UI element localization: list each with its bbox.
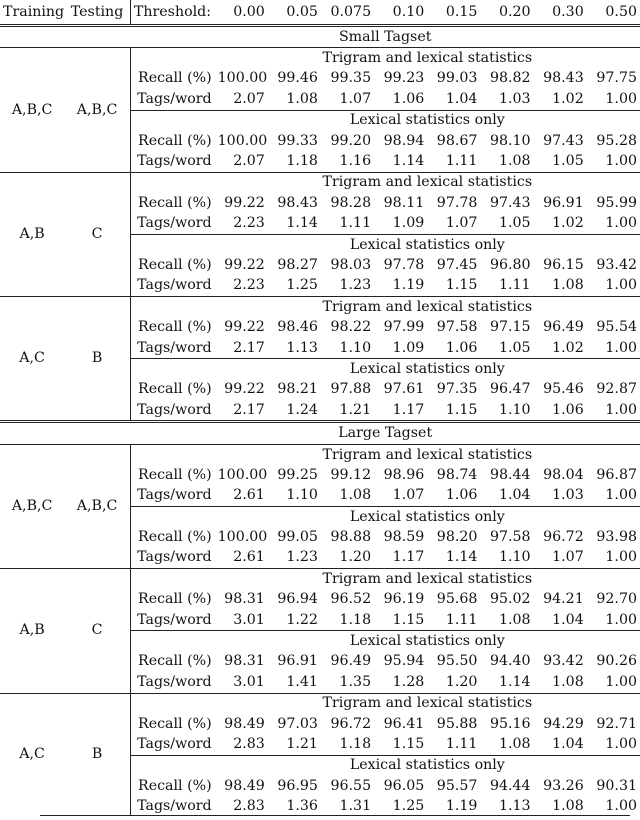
recall-value: 96.15	[543, 256, 584, 273]
recall-value: 98.44	[489, 466, 531, 483]
training-set: A,B	[0, 569, 64, 693]
tags-per-word-value: 2.17	[233, 401, 265, 418]
recall-value: 95.57	[436, 777, 478, 794]
tags-per-word-value: 1.08	[286, 90, 318, 107]
header-threshold: 0.20	[480, 0, 533, 26]
tags-per-word-value: 1.14	[392, 153, 425, 170]
condition-row	[0, 569, 640, 590]
recall-value: 96.49	[543, 319, 584, 336]
tags-per-word-value: 1.21	[286, 735, 318, 752]
tags-per-word-value: 1.11	[339, 215, 372, 232]
tags-per-word-label: Tags/word	[137, 277, 212, 294]
tags-per-word-value: 1.08	[498, 735, 531, 752]
recall-value: 95.16	[489, 715, 531, 732]
header-threshold: 0.00	[215, 0, 268, 26]
recall-value: 93.26	[543, 777, 584, 794]
tags-per-word-value: 1.08	[552, 277, 584, 294]
tags-per-word-value: 1.00	[605, 797, 637, 814]
header-threshold-label: Threshold:	[130, 0, 214, 26]
tags-per-word-value: 1.04	[552, 735, 584, 752]
recall-value: 94.44	[489, 777, 531, 794]
tags-per-word-value: 1.19	[445, 797, 478, 814]
recall-label: Recall (%)	[138, 319, 212, 336]
recall-value: 99.05	[277, 529, 318, 546]
tags-per-word-value: 1.11	[445, 153, 478, 170]
recall-value: 97.78	[436, 194, 478, 211]
recall-value: 92.70	[596, 591, 637, 608]
recall-value: 96.05	[383, 777, 425, 794]
recall-value: 99.22	[224, 194, 265, 211]
tags-per-word-value: 2.61	[233, 549, 265, 566]
recall-value: 90.26	[596, 653, 637, 670]
recall-value: 93.98	[596, 529, 637, 546]
tags-per-word-value: 1.02	[552, 339, 584, 356]
recall-value: 96.91	[277, 653, 318, 670]
tagset-pad-left	[64, 422, 130, 444]
tags-per-word-value: 1.08	[552, 673, 584, 690]
tags-per-word-value: 1.04	[552, 611, 584, 628]
header-threshold: 0.30	[534, 0, 587, 26]
header-threshold: 0.50	[587, 0, 640, 26]
condition-pad	[130, 444, 214, 465]
tagset-pad-left	[0, 422, 64, 444]
recall-value: 96.47	[489, 381, 531, 398]
condition-label: Trigram and lexical statistics	[322, 50, 533, 67]
recall-label: Recall (%)	[138, 591, 212, 608]
tags-per-word-value: 1.15	[392, 735, 425, 752]
tags-per-word-value: 1.08	[498, 153, 531, 170]
recall-label: Recall (%)	[138, 132, 212, 149]
recall-value: 98.46	[277, 319, 318, 336]
condition-pad	[130, 631, 214, 652]
tags-per-word-value: 1.20	[339, 549, 372, 566]
recall-value: 97.58	[489, 529, 531, 546]
recall-value: 92.87	[596, 381, 637, 398]
tags-per-word-label: Tags/word	[137, 487, 212, 504]
recall-value: 98.88	[330, 529, 372, 546]
tags-per-word-value: 3.01	[233, 673, 265, 690]
tags-per-word-value: 2.83	[233, 735, 265, 752]
recall-value: 93.42	[596, 256, 637, 273]
recall-value: 97.43	[489, 194, 531, 211]
tags-per-word-label: Tags/word	[137, 611, 212, 628]
recall-value: 92.71	[596, 715, 637, 732]
recall-value: 95.68	[436, 591, 478, 608]
tags-per-word-value: 1.07	[552, 549, 584, 566]
recall-value: 97.45	[436, 256, 478, 273]
tags-per-word-value: 1.06	[445, 339, 478, 356]
recall-label: Recall (%)	[138, 70, 212, 87]
recall-value: 98.20	[436, 529, 478, 546]
tags-per-word-value: 1.02	[552, 215, 584, 232]
recall-value: 95.94	[383, 653, 425, 670]
recall-value: 96.19	[383, 591, 425, 608]
tags-per-word-value: 2.07	[233, 153, 265, 170]
recall-value: 96.72	[330, 715, 372, 732]
tags-per-word-value: 1.06	[552, 401, 584, 418]
tags-per-word-value: 1.03	[498, 90, 531, 107]
tags-per-word-value: 1.41	[286, 673, 318, 690]
condition-label: Trigram and lexical statistics	[215, 172, 640, 193]
recall-label: Recall (%)	[138, 381, 212, 398]
tags-per-word-value: 1.00	[605, 90, 637, 107]
recall-value: 100.00	[217, 70, 268, 87]
recall-value: 96.72	[543, 529, 584, 546]
condition-pad	[130, 359, 214, 380]
tags-per-word-value: 1.06	[445, 487, 478, 504]
tags-per-word-value: 2.07	[233, 90, 265, 107]
tags-per-word-value: 1.10	[498, 549, 531, 566]
recall-value: 99.22	[224, 319, 265, 336]
condition-pad	[130, 297, 214, 318]
condition-row	[0, 297, 640, 318]
tags-per-word-value: 1.00	[605, 277, 637, 294]
recall-value: 98.04	[543, 466, 584, 483]
tags-per-word-value: 1.13	[498, 797, 531, 814]
tags-per-word-value: 2.23	[233, 215, 265, 232]
tagset-pad-left	[64, 26, 130, 48]
tags-per-word-value: 1.17	[392, 549, 425, 566]
recall-value: 96.87	[596, 466, 637, 483]
recall-value: 98.27	[277, 256, 318, 273]
condition-row	[0, 693, 640, 714]
tags-per-word-value: 1.14	[498, 673, 531, 690]
recall-label: Recall (%)	[138, 777, 212, 794]
recall-value: 98.03	[330, 256, 372, 273]
tags-per-word-value: 1.00	[605, 339, 637, 356]
recall-value: 97.35	[436, 381, 478, 398]
tags-per-word-value: 1.23	[286, 549, 318, 566]
condition-row	[0, 48, 640, 69]
recall-value: 95.54	[596, 319, 637, 336]
recall-value: 99.23	[383, 70, 425, 87]
tags-per-word-value: 2.17	[233, 339, 265, 356]
tags-per-word-value: 1.11	[498, 277, 531, 294]
tags-per-word-value: 1.25	[286, 277, 318, 294]
tagset-title: Large Tagset	[130, 422, 640, 444]
recall-value: 99.22	[224, 381, 265, 398]
tags-per-word-value: 1.09	[392, 339, 425, 356]
condition-label: Lexical statistics only	[215, 755, 640, 776]
recall-label: Recall (%)	[138, 194, 212, 211]
tags-per-word-label: Tags/word	[137, 215, 212, 232]
tags-per-word-value: 1.22	[286, 611, 318, 628]
condition-row	[0, 444, 640, 465]
recall-value: 96.80	[489, 256, 531, 273]
tags-per-word-value: 1.35	[339, 673, 372, 690]
tagset-title: Small Tagset	[130, 26, 640, 48]
tags-per-word-value: 1.10	[286, 487, 318, 504]
recall-value: 98.49	[224, 777, 265, 794]
tags-per-word-value: 1.13	[286, 339, 318, 356]
training-set: A,B,C	[11, 497, 53, 514]
condition-label: Lexical statistics only	[215, 234, 640, 255]
recall-value: 100.00	[217, 466, 268, 483]
recall-label: Recall (%)	[138, 256, 212, 273]
tags-per-word-label: Tags/word	[137, 549, 212, 566]
recall-value: 97.61	[383, 381, 425, 398]
tags-per-word-label: Tags/word	[137, 339, 212, 356]
tags-per-word-value: 1.17	[392, 401, 425, 418]
recall-value: 94.21	[543, 591, 584, 608]
tags-per-word-value: 1.05	[552, 153, 584, 170]
recall-value: 98.43	[543, 70, 584, 87]
recall-value: 96.41	[383, 715, 425, 732]
header-threshold: 0.15	[427, 0, 480, 26]
condition-label: Lexical statistics only	[215, 506, 640, 527]
tags-per-word-value: 1.00	[605, 153, 637, 170]
condition-label: Trigram and lexical statistics	[215, 297, 640, 318]
tags-per-word-value: 1.14	[286, 215, 318, 232]
recall-value: 94.29	[543, 715, 584, 732]
tags-per-word-label: Tags/word	[137, 153, 212, 170]
testing-set: A,B,C	[64, 48, 130, 172]
tags-per-word-label: Tags/word	[137, 90, 212, 107]
recall-value: 99.03	[436, 70, 478, 87]
recall-value: 99.35	[330, 70, 372, 87]
recall-value: 94.40	[489, 653, 531, 670]
recall-value: 96.52	[330, 591, 372, 608]
recall-value: 99.20	[330, 132, 372, 149]
recall-value: 97.43	[543, 132, 584, 149]
condition-label: Trigram and lexical statistics	[215, 569, 640, 590]
tags-per-word-value: 1.00	[605, 401, 637, 418]
condition-pad	[130, 506, 214, 527]
recall-value: 95.46	[543, 381, 584, 398]
tags-per-word-value: 2.83	[233, 797, 265, 814]
tags-per-word-value: 2.23	[233, 277, 265, 294]
training-set: A,C	[0, 693, 64, 816]
recall-value: 95.50	[436, 653, 478, 670]
testing-set: B	[64, 297, 130, 422]
training-set: A,B,C	[11, 101, 53, 118]
recall-value: 98.28	[330, 194, 372, 211]
tags-per-word-value: 1.11	[445, 735, 478, 752]
recall-value: 97.03	[277, 715, 318, 732]
recall-value: 96.55	[330, 777, 372, 794]
recall-value: 99.25	[277, 466, 318, 483]
tags-per-word-label: Tags/word	[137, 797, 212, 814]
tags-per-word-value: 1.18	[339, 735, 372, 752]
tags-per-word-value: 1.23	[339, 277, 372, 294]
recall-value: 96.91	[543, 194, 584, 211]
tags-per-word-value: 1.25	[392, 797, 425, 814]
tags-per-word-value: 1.18	[339, 611, 372, 628]
tags-per-word-value: 1.00	[605, 611, 637, 628]
tags-per-word-value: 1.00	[605, 549, 637, 566]
bottom-rule	[40, 815, 630, 816]
tags-per-word-value: 1.04	[445, 90, 478, 107]
recall-value: 98.49	[224, 715, 265, 732]
tags-per-word-value: 1.28	[392, 673, 425, 690]
header-threshold: 0.05	[268, 0, 321, 26]
tags-per-word-value: 1.20	[445, 673, 478, 690]
recall-value: 98.43	[277, 194, 318, 211]
tags-per-word-value: 1.00	[605, 215, 637, 232]
recall-value: 93.42	[543, 653, 584, 670]
recall-value: 97.58	[436, 319, 478, 336]
tags-per-word-value: 1.19	[392, 277, 425, 294]
recall-value: 98.11	[383, 194, 425, 211]
recall-value: 98.31	[224, 653, 265, 670]
recall-value: 98.10	[489, 132, 531, 149]
recall-value: 96.49	[330, 653, 372, 670]
recall-label: Recall (%)	[138, 529, 212, 546]
tags-per-word-value: 1.07	[339, 90, 372, 107]
testing-set: C	[64, 172, 130, 296]
tags-per-word-value: 1.21	[339, 401, 372, 418]
recall-value: 98.74	[436, 466, 478, 483]
recall-value: 100.00	[217, 132, 268, 149]
recall-value: 98.82	[489, 70, 531, 87]
condition-pad	[130, 569, 214, 590]
recall-value: 98.94	[383, 132, 425, 149]
condition-label: Lexical statistics only	[215, 631, 640, 652]
tags-per-word-value: 1.00	[605, 487, 637, 504]
recall-value: 98.59	[383, 529, 425, 546]
testing-set: C	[64, 569, 130, 693]
recall-value: 97.15	[489, 319, 531, 336]
tags-per-word-value: 1.31	[339, 797, 372, 814]
testing-set: A,B,C	[64, 444, 130, 568]
condition-pad	[130, 755, 214, 776]
tagset-title-row	[0, 26, 640, 48]
recall-value: 95.88	[436, 715, 478, 732]
recall-value: 98.31	[224, 591, 265, 608]
recall-value: 96.94	[277, 591, 318, 608]
tags-per-word-value: 1.36	[286, 797, 318, 814]
header-threshold: 0.10	[374, 0, 427, 26]
tags-per-word-value: 1.02	[552, 90, 584, 107]
tags-per-word-value: 1.08	[552, 797, 584, 814]
condition-row	[0, 172, 640, 193]
tags-per-word-value: 1.00	[605, 735, 637, 752]
recall-value: 95.99	[596, 194, 637, 211]
tags-per-word-value: 1.08	[498, 611, 531, 628]
tagset-title-row	[0, 422, 640, 444]
tags-per-word-label: Tags/word	[137, 401, 212, 418]
tags-per-word-value: 3.01	[233, 611, 265, 628]
recall-value: 98.22	[330, 319, 372, 336]
recall-value: 96.95	[277, 777, 318, 794]
tags-per-word-value: 1.10	[498, 401, 531, 418]
training-set: A,B	[0, 172, 64, 296]
recall-label: Recall (%)	[138, 466, 212, 483]
recall-value: 98.96	[383, 466, 425, 483]
condition-label: Trigram and lexical statistics	[322, 446, 533, 463]
tags-per-word-value: 1.18	[286, 153, 318, 170]
recall-value: 95.28	[596, 132, 637, 149]
recall-value: 97.88	[330, 381, 372, 398]
tags-per-word-value: 1.04	[498, 487, 531, 504]
tags-per-word-value: 1.05	[498, 339, 531, 356]
recall-value: 99.46	[277, 70, 318, 87]
recall-value: 99.12	[330, 466, 372, 483]
recall-label: Recall (%)	[138, 653, 212, 670]
tags-per-word-value: 1.07	[445, 215, 478, 232]
tags-per-word-value: 1.05	[498, 215, 531, 232]
condition-pad	[130, 48, 214, 69]
tags-per-word-label: Tags/word	[137, 735, 212, 752]
tags-per-word-value: 1.15	[392, 611, 425, 628]
recall-value: 98.67	[436, 132, 478, 149]
tags-per-word-value: 1.06	[392, 90, 425, 107]
recall-value: 100.00	[217, 529, 268, 546]
recall-value: 95.02	[489, 591, 531, 608]
recall-value: 98.21	[277, 381, 318, 398]
tagset-pad-left	[0, 26, 64, 48]
condition-label: Lexical statistics only	[215, 110, 640, 131]
tags-per-word-value: 1.03	[552, 487, 584, 504]
tags-per-word-value: 1.15	[445, 401, 478, 418]
recall-value: 90.31	[596, 777, 637, 794]
condition-pad	[130, 234, 214, 255]
recall-label: Recall (%)	[138, 715, 212, 732]
header-threshold: 0.075	[321, 0, 374, 26]
tags-per-word-value: 1.14	[445, 549, 478, 566]
condition-pad	[130, 693, 214, 714]
recall-value: 97.99	[383, 319, 425, 336]
tags-per-word-value: 1.24	[286, 401, 318, 418]
tags-per-word-value: 1.15	[445, 277, 478, 294]
tags-per-word-value: 1.09	[392, 215, 425, 232]
header-training: Training	[0, 0, 64, 26]
recall-value: 97.78	[383, 256, 425, 273]
condition-pad	[130, 172, 214, 193]
recall-value: 99.33	[277, 132, 318, 149]
tags-per-word-value: 1.07	[392, 487, 425, 504]
header-row	[0, 0, 640, 26]
training-set: A,C	[0, 297, 64, 422]
tags-per-word-value: 1.11	[445, 611, 478, 628]
header-testing: Testing	[64, 0, 130, 26]
tags-per-word-value: 2.61	[233, 487, 265, 504]
tags-per-word-label: Tags/word	[137, 673, 212, 690]
recall-value: 97.75	[596, 70, 637, 87]
recall-value: 99.22	[224, 256, 265, 273]
condition-label: Lexical statistics only	[215, 359, 640, 380]
tags-per-word-value: 1.00	[605, 673, 637, 690]
tags-per-word-value: 1.16	[339, 153, 372, 170]
testing-set: B	[64, 693, 130, 816]
condition-pad	[130, 110, 214, 131]
tags-per-word-value: 1.08	[339, 487, 372, 504]
condition-label: Trigram and lexical statistics	[215, 693, 640, 714]
tags-per-word-value: 1.10	[339, 339, 372, 356]
